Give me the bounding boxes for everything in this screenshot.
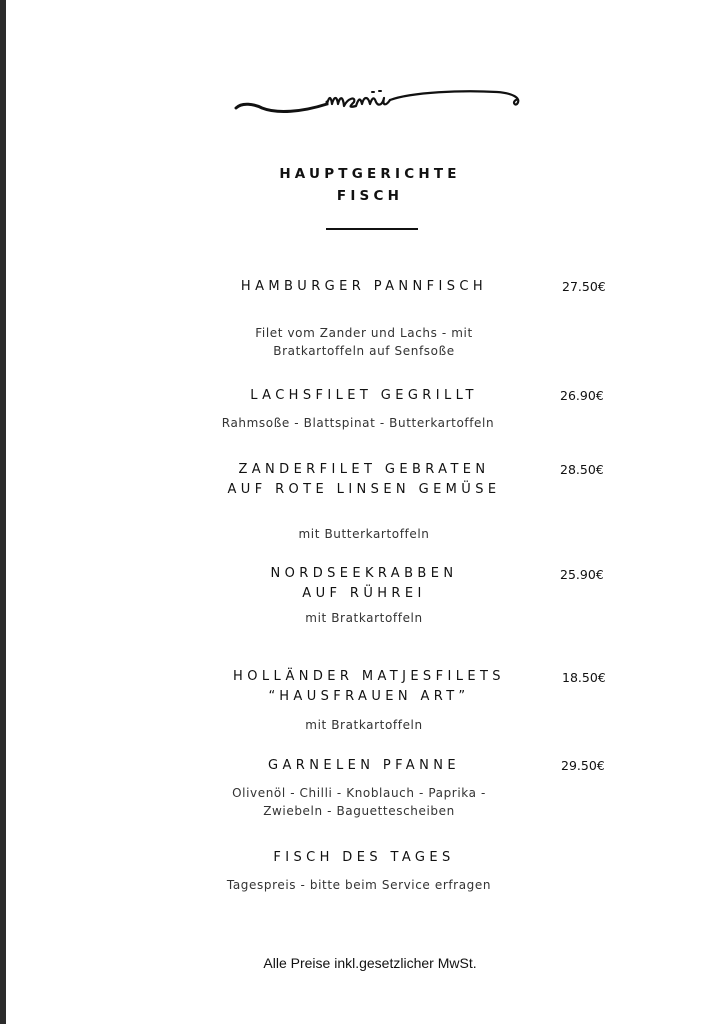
dish-price: 28.50€ <box>560 462 604 477</box>
dish-description: mit Butterkartoffeln <box>298 527 430 541</box>
dish-description: mit Bratkartoffeln <box>305 611 423 625</box>
dish-description: Bratkartoffeln auf Senfsoße <box>273 344 455 358</box>
dish-description: Olivenöl - Chilli - Knoblauch - Paprika - <box>232 786 486 800</box>
dish-price: 29.50€ <box>561 758 605 773</box>
dish-name: GARNELEN PFANNE <box>268 758 460 773</box>
dish-name: FISCH DES TAGES <box>273 850 455 865</box>
dish-price: 27.50€ <box>562 279 606 294</box>
dish-name: HAMBURGER PANNFISCH <box>240 279 488 294</box>
title-divider <box>326 228 418 230</box>
page-edge-shadow <box>0 0 6 1024</box>
dish-name: HOLLÄNDER MATJESFILETS <box>233 669 505 684</box>
dish-description: Rahmsoße - Blattspinat - Butterkartoffeln <box>221 416 495 430</box>
dish-description: Tagespreis - bitte beim Service erfragen <box>226 878 492 892</box>
dish-price: 18.50€ <box>562 670 606 685</box>
dish-name: LACHSFILET GEGRILLT <box>250 388 478 403</box>
dish-name: ZANDERFILET GEBRATEN <box>238 462 490 477</box>
dish-name: AUF ROTE LINSEN GEMÜSE <box>227 482 501 497</box>
dish-price: 25.90€ <box>560 567 604 582</box>
dish-description: mit Bratkartoffeln <box>305 718 423 732</box>
dish-description: Zwiebeln - Baguettescheiben <box>263 804 455 818</box>
section-title-main: HAUPTGERICHTE <box>279 166 461 182</box>
dish-name: AUF RÜHREI <box>302 586 426 601</box>
section-title-sub: FISCH <box>336 188 404 204</box>
dish-name: NORDSEEKRABBEN <box>270 566 458 581</box>
dish-description: Filet vom Zander und Lachs - mit <box>255 326 473 340</box>
price-note: Alle Preise inkl.gesetzlicher MwSt. <box>263 955 477 971</box>
menu-logo <box>232 84 527 124</box>
dish-price: 26.90€ <box>560 388 604 403</box>
dish-name: “HAUSFRAUEN ART” <box>268 689 470 704</box>
